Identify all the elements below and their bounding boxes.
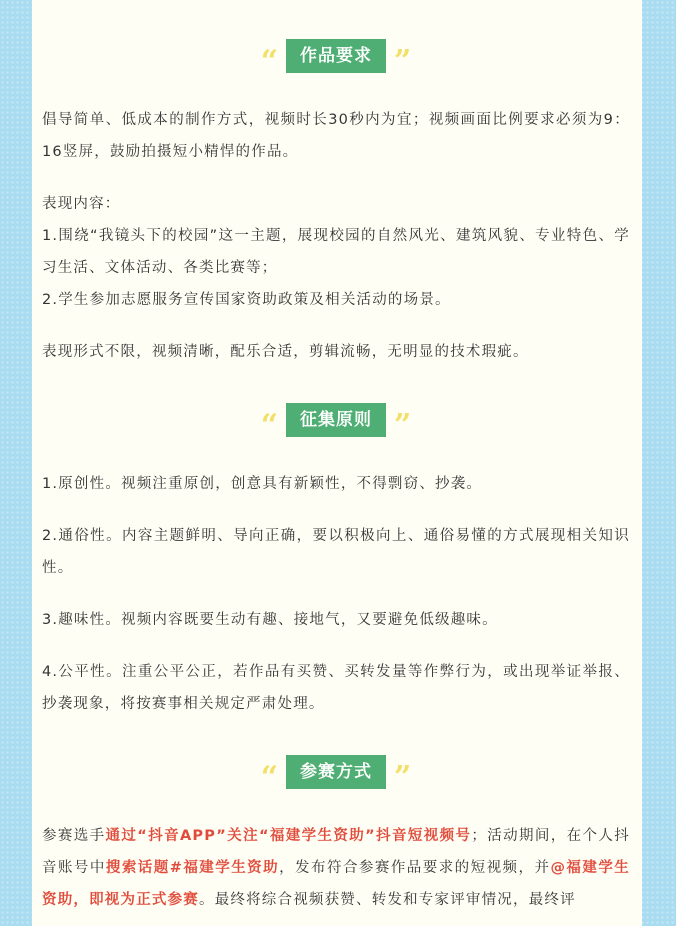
article-page bbox=[32, 0, 642, 926]
paragraph: 4.公平性。注重公平公正，若作品有买赞、买转发量等作弊行为，或出现举证举报、抄袭现象，将按赛事相关规定严肃处理。 bbox=[42, 664, 630, 712]
right-quote-icon: ” bbox=[394, 44, 412, 79]
highlight-search-topic: 搜索话题#福建学生资助 bbox=[105, 860, 280, 876]
highlight-follow-account: 通过“抖音APP”关注“福建学生资助”抖音短视频号 bbox=[105, 828, 472, 844]
right-quote-icon: ” bbox=[394, 408, 412, 443]
section-heading-requirements bbox=[42, 38, 630, 79]
participation-paragraph bbox=[42, 820, 630, 916]
article-content bbox=[32, 38, 642, 916]
left-quote-icon: “ bbox=[260, 760, 278, 795]
section-heading-label: 作品要求 bbox=[286, 39, 386, 73]
section-heading-label: 征集原则 bbox=[286, 403, 386, 437]
paragraph: 2.通俗性。内容主题鲜明、导向正确，要以积极向上、通俗易懂的方式展现相关知识性。 bbox=[42, 528, 630, 576]
section-heading-principles bbox=[42, 402, 630, 443]
right-quote-icon: ” bbox=[394, 760, 412, 795]
paragraph: 2.学生参加志愿服务宣传国家资助政策及相关活动的场景。 bbox=[42, 292, 451, 308]
paragraph: 表现形式不限，视频清晰，配乐合适，剪辑流畅，无明显的技术瑕疵。 bbox=[42, 344, 529, 360]
paragraph: 表现内容： bbox=[42, 196, 121, 212]
text-segment: 。最终将综合视频获赞、转发和专家评审情况，最终评 bbox=[199, 892, 576, 908]
highlight-mention-account: @福建学生资助，即视为正式参赛 bbox=[42, 860, 630, 908]
left-quote-icon: “ bbox=[260, 408, 278, 443]
section-heading-label: 参赛方式 bbox=[286, 755, 386, 789]
left-quote-icon: “ bbox=[260, 44, 278, 79]
text-segment: ，发布符合参赛作品要求的短视频，并 bbox=[279, 860, 551, 876]
section-heading-method bbox=[42, 754, 630, 795]
text-segment: ；活动期间，在个人抖音账号中 bbox=[42, 828, 630, 876]
paragraph: 1.围绕“我镜头下的校园”这一主题，展现校园的自然风光、建筑风貌、专业特色、学习生活、文体活动、各类比赛等； bbox=[42, 228, 630, 276]
paragraph: 倡导简单、低成本的制作方式，视频时长30秒内为宜；视频画面比例要求必须为9：16竖屏，鼓励拍摄短小精悍的作品。 bbox=[42, 112, 630, 160]
paragraph: 1.原创性。视频注重原创，创意具有新颖性，不得剽窃、抄袭。 bbox=[42, 476, 483, 492]
paragraph: 3.趣味性。视频内容既要生动有趣、接地气，又要避免低级趣味。 bbox=[42, 612, 498, 628]
text-segment: 参赛选手 bbox=[42, 828, 106, 844]
